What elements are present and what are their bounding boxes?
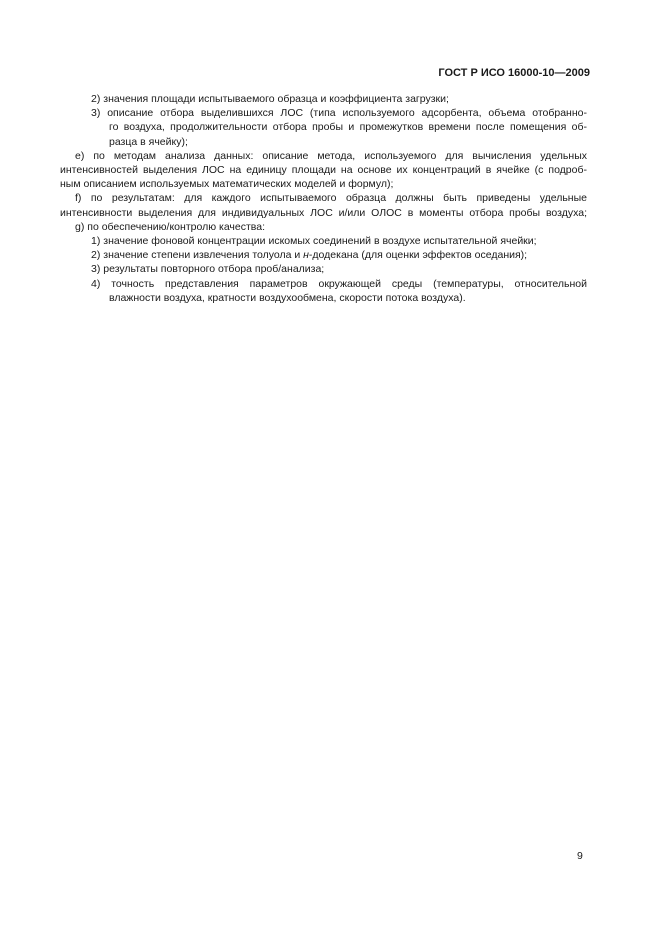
paragraph-f: f) по результатам: для каждого испытываемого образца должны быть приведены удельные интенсивности выделения для индивидуальных ЛОС и/или ОЛОС в моменты отбора пробы воздуха; xyxy=(60,192,587,219)
document-header: ГОСТ Р ИСО 16000-10—2009 xyxy=(438,67,590,79)
list-text: 3) описание отбора выделившихся ЛОС (типа используемого адсорбента, объема отобранно- xyxy=(91,107,587,120)
paragraph-title: g) по обеспечению/контролю качества: xyxy=(75,220,266,233)
list-text: разца в ячейку); xyxy=(109,135,188,148)
list-text: значения площади испытываемого образца и коэффициента загрузки; xyxy=(103,93,449,105)
page-number: 9 xyxy=(577,850,583,862)
list-item: 3) результаты повторного отбора проб/анализа; xyxy=(91,263,325,276)
list-item: 4) точность представления параметров окружающей среды (температуры, относительной влажности воздуха, кратности воздухообмена, скорости потока воздуха). xyxy=(91,277,588,304)
list-item xyxy=(75,106,587,149)
list-text: го воздуха, продолжительности отбора пробы и промежутков времени после помещения об- xyxy=(109,121,587,134)
list-item xyxy=(75,92,587,106)
paragraph-e: е) по методам анализа данных: описание метода, используемого для вычисления удельных интенсивностей выделения ЛОС на единицу площади на основе их концентраций в ячейке (с подроб- ным описанием используемых математических моделей и формул); xyxy=(60,149,587,191)
list-number: 2) xyxy=(91,93,101,105)
document-body xyxy=(60,92,588,305)
list-item: 2) значение степени извлечения толуола и н-додекана (для оценки эффектов оседания); xyxy=(91,249,528,262)
list-number: 3) xyxy=(91,107,101,120)
paragraph-g xyxy=(75,220,587,305)
list-item: 1) значение фоновой концентрации искомых соединений в воздухе испытательной ячейки; xyxy=(91,235,537,248)
